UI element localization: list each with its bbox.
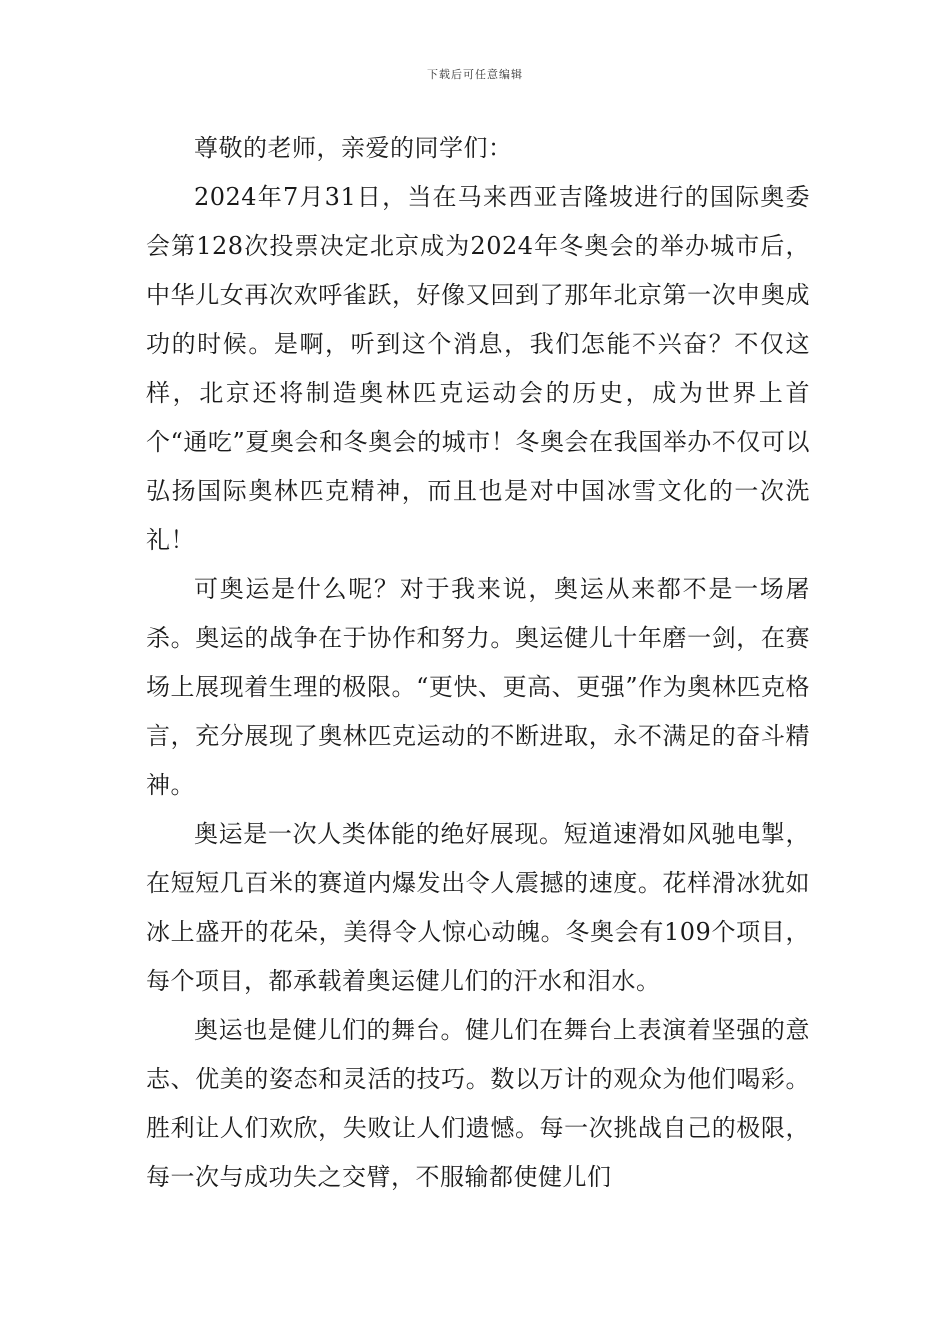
page-header-note: 下载后可任意编辑	[427, 68, 523, 81]
paragraph-1: 2024年7月31日，当在马来西亚吉隆坡进行的国际奥委会第128次投票决定北京成为2024年冬奥会的举办城市后，中华儿女再次欢呼雀跃，好像又回到了那年北京第一次申奥成功的时候。是啊，听到这个消息，我们怎能不兴奋？不仅这样，北京还将制造奥林匹克运动会的历史，成为世界上首个“通吃”夏奥会和冬奥会的城市！冬奥会在我国举办不仅可以弘扬国际奥林匹克精神，而且也是对中国冰雪文化的一次洗礼！	[146, 183, 810, 554]
document-body	[146, 124, 810, 1202]
paragraph-2: 可奥运是什么呢？对于我来说，奥运从来都不是一场屠 杀。奥运的战争在于协作和努力。奥运健儿十年磨一剑，在赛场上展现着生理的极限。“更快、更高、更强”作为奥林匹克格言，充分展现了奥林匹克运动的不断进取，永不满足的奋斗精神。	[146, 575, 810, 799]
paragraph-4: 奥运也是健儿们的舞台。健儿们在舞台上表演着坚强的意志、优美的姿态和灵活的技巧。数以万计的观众为他们喝彩。胜利让人们欢欣，失败让人们遗憾。每一次挑战自己的极限，每一次与成功失之交臂，不服输都使健儿们	[146, 1016, 810, 1191]
paragraph-3: 奥运是一次人类体能的绝好展现。短道速滑如风驰电掣，在短短几百米的赛道内爆发出令人震撼的速度。花样滑冰犹如冰上盛开的花朵，美得令人惊心动魄。冬奥会有109个项目，每个项目，都承载着奥运健儿们的汗水和泪水。	[146, 820, 810, 995]
paragraph-greeting: 尊敬的老师，亲爱的同学们：	[194, 134, 513, 162]
